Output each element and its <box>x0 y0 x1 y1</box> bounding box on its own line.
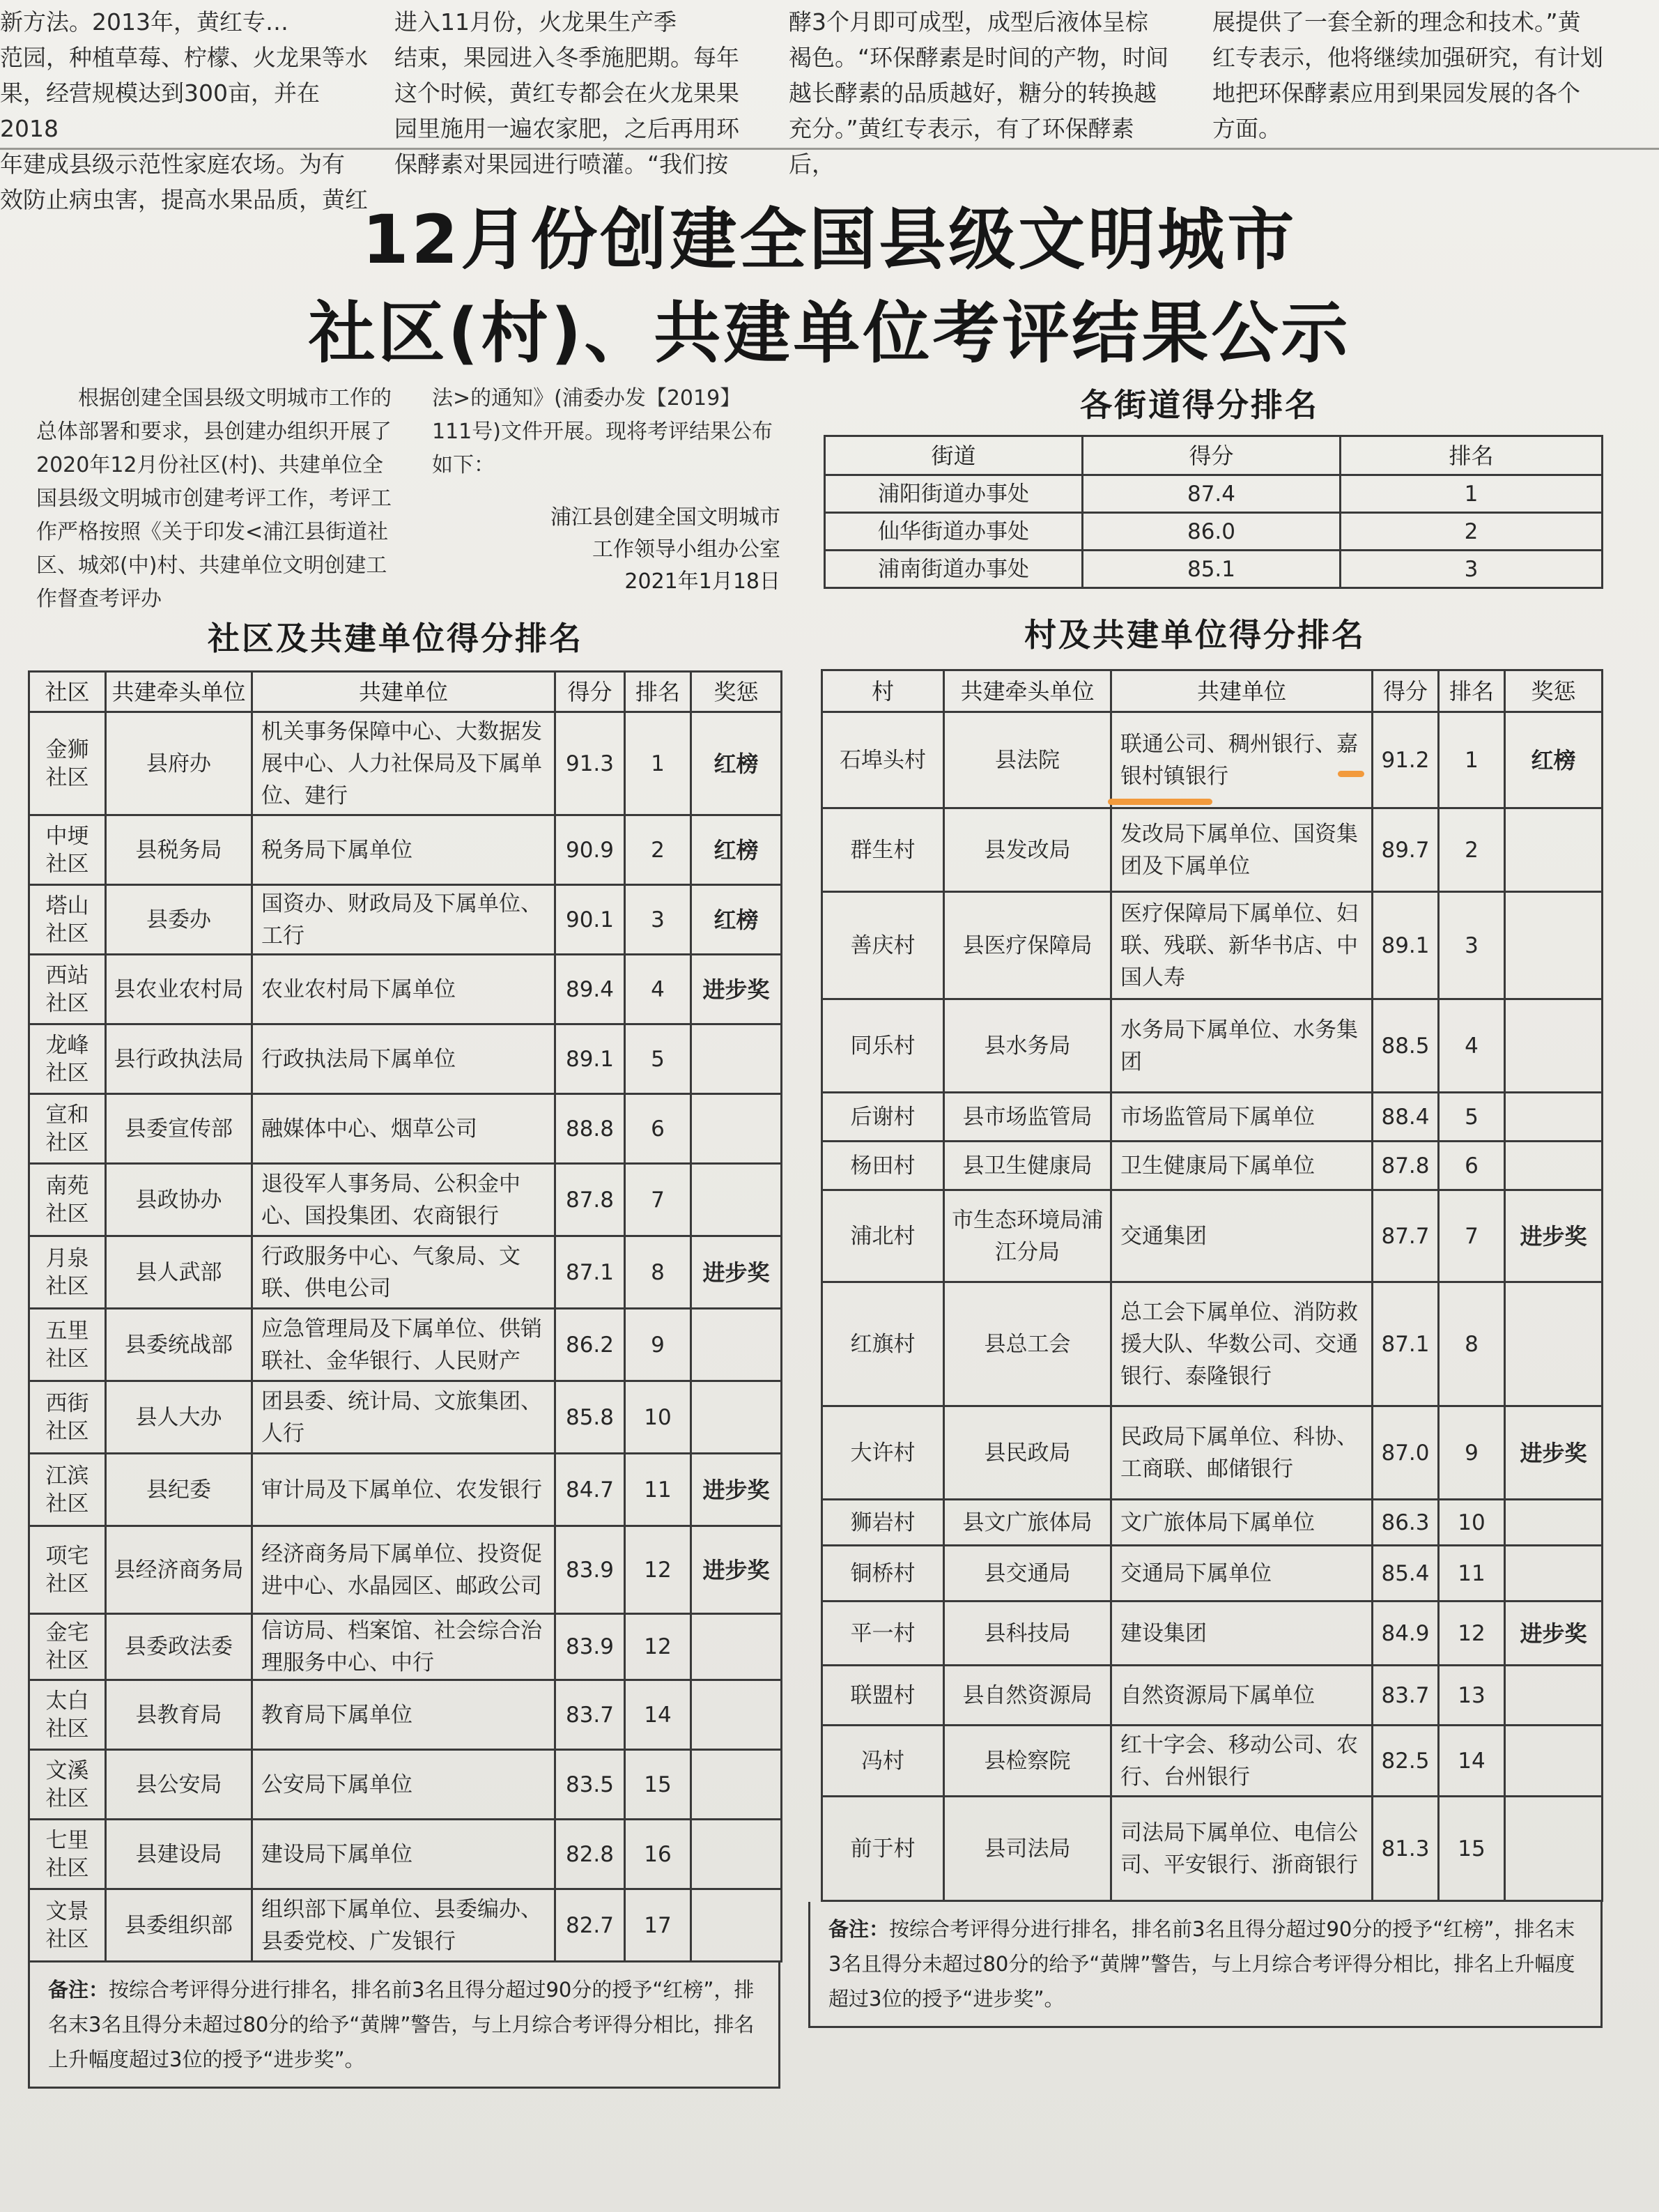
community_table-cell-name: 太白社区 <box>29 1680 106 1750</box>
village_table-cell-unit: 医疗保障局下属单位、妇联、残联、新华书店、中国人寿 <box>1111 892 1373 999</box>
article-col-3: 酵3个月即可成型，成型后液体呈棕 褐色。“环保酵素是时间的产物，时间 越长酵素的品质越好，糖分的转换越 充分。”黄红专表示，有了环保酵素后， <box>789 8 1169 178</box>
village_table-cell-name: 杨田村 <box>822 1142 944 1190</box>
table-row <box>822 1602 1603 1666</box>
village_table-cell-award <box>1505 1726 1603 1797</box>
community_table-cell-unit: 建设局下属单位 <box>252 1820 555 1889</box>
community_table-cell-award: 红榜 <box>691 712 782 815</box>
table-row <box>822 999 1603 1093</box>
community_table-cell-lead: 县委组织部 <box>106 1889 252 1962</box>
community_table-cell-award: 红榜 <box>691 815 782 885</box>
village_table-cell-lead: 县民政局 <box>944 1406 1111 1500</box>
community_table-cell-award <box>691 1680 782 1750</box>
community_table-cell-name: 龙峰社区 <box>29 1024 106 1094</box>
village_table-cell-award: 进步奖 <box>1505 1406 1603 1500</box>
community_table-cell-rank: 8 <box>625 1236 691 1309</box>
village_table-cell-score: 87.1 <box>1373 1282 1439 1406</box>
village_table-cell-award: 进步奖 <box>1505 1190 1603 1282</box>
village-table-note <box>808 1902 1603 2028</box>
village_table-cell-award <box>1505 1142 1603 1190</box>
street_table-cell-rank: 2 <box>1341 513 1603 551</box>
pen-dash-mark <box>1338 771 1364 777</box>
community_table-cell-rank: 10 <box>625 1381 691 1454</box>
village_table-cell-unit: 自然资源局下属单位 <box>1111 1666 1373 1726</box>
community_table-cell-unit: 农业农村局下属单位 <box>252 955 555 1024</box>
community_table-cell-award: 进步奖 <box>691 1526 782 1614</box>
community_table-cell-unit: 审计局及下属单位、农发银行 <box>252 1454 555 1526</box>
village_table-cell-score: 91.2 <box>1373 712 1439 808</box>
table-row <box>29 1024 782 1094</box>
village_table-cell-award <box>1505 1093 1603 1142</box>
community_table-cell-award <box>691 1024 782 1094</box>
article-col-4: 展提供了一套全新的理念和技术。”黄 红专表示，他将继续加强研究，有计划 地把环保酵素应用到果园发展的各个 方面。 <box>1212 8 1603 142</box>
street-ranking-table <box>824 435 1603 589</box>
village_table-cell-unit: 市场监管局下属单位 <box>1111 1093 1373 1142</box>
village_table-cell-score: 87.0 <box>1373 1406 1439 1500</box>
table-row <box>29 955 782 1024</box>
village_table-cell-unit: 建设集团 <box>1111 1602 1373 1666</box>
community_table-cell-lead: 县经济商务局 <box>106 1526 252 1614</box>
intro-paragraph-right: 法>的通知》(浦委办发【2019】111号)文件开展。现将考评结果公布如下： <box>432 386 773 477</box>
community_table-cell-score: 85.8 <box>555 1381 625 1454</box>
community_table-cell-name: 五里社区 <box>29 1309 106 1381</box>
community_table-cell-lead: 县府办 <box>106 712 252 815</box>
village_table-cell-unit: 卫生健康局下属单位 <box>1111 1142 1373 1190</box>
village_table-cell-unit: 民政局下属单位、科协、工商联、邮储银行 <box>1111 1406 1373 1500</box>
community_table-cell-rank: 15 <box>625 1750 691 1820</box>
community_table-cell-rank: 4 <box>625 955 691 1024</box>
village_table-cell-unit: 水务局下属单位、水务集团 <box>1111 999 1373 1093</box>
community_table-header-award: 奖惩 <box>691 672 782 712</box>
article-col-2: 进入11月份，火龙果生产季 结束，果园进入冬季施肥期。每年 这个时候，黄红专都会在火龙果果 园里施用一遍农家肥，之后再用环 保酵素对果园进行喷灌。“我们按 <box>394 8 739 178</box>
community_table-header-unit: 共建单位 <box>252 672 555 712</box>
village_table-cell-lead: 县水务局 <box>944 999 1111 1093</box>
village_table-cell-lead: 县交通局 <box>944 1546 1111 1602</box>
community_table-cell-rank: 7 <box>625 1164 691 1236</box>
community_table-cell-unit: 退役军人事务局、公积金中心、国投集团、农商银行 <box>252 1164 555 1236</box>
community_table-cell-unit: 国资办、财政局及下属单位、工行 <box>252 885 555 955</box>
community_table-cell-score: 89.4 <box>555 955 625 1024</box>
street_table-cell-score: 86.0 <box>1083 513 1341 551</box>
table-row <box>29 1164 782 1236</box>
table-row <box>822 1142 1603 1190</box>
village_table-cell-rank: 6 <box>1439 1142 1505 1190</box>
community_table-cell-unit: 公安局下属单位 <box>252 1750 555 1820</box>
table-row <box>822 1282 1603 1406</box>
community_table-cell-rank: 14 <box>625 1680 691 1750</box>
village_table-cell-award <box>1505 1797 1603 1901</box>
village_table-cell-award: 红榜 <box>1505 712 1603 808</box>
community_table-header-score: 得分 <box>555 672 625 712</box>
village_table-cell-unit: 发改局下属单位、国资集团及下属单位 <box>1111 808 1373 892</box>
community_table-cell-award: 红榜 <box>691 885 782 955</box>
village_table-header-name: 村 <box>822 670 944 712</box>
community_table-cell-rank: 12 <box>625 1614 691 1680</box>
village_table-cell-award <box>1505 1666 1603 1726</box>
street-table-title: 各街道得分排名 <box>1080 386 1319 424</box>
community_table-cell-name: 月泉社区 <box>29 1236 106 1309</box>
village_table-cell-score: 87.7 <box>1373 1190 1439 1282</box>
village_table-cell-score: 81.3 <box>1373 1797 1439 1901</box>
signature-org-2: 工作领导小组办公室 <box>592 537 780 562</box>
table-row <box>29 1236 782 1309</box>
community_table-cell-lead: 县建设局 <box>106 1820 252 1889</box>
table-row <box>822 712 1603 808</box>
village_table-cell-lead: 市生态环境局浦江分局 <box>944 1190 1111 1282</box>
previous-article-strip <box>0 0 1659 213</box>
table-row <box>29 815 782 885</box>
village_table-cell-rank: 11 <box>1439 1546 1505 1602</box>
community_table-cell-lead: 县委宣传部 <box>106 1094 252 1164</box>
village_table-cell-name: 红旗村 <box>822 1282 944 1406</box>
community_table-cell-name: 中埂社区 <box>29 815 106 885</box>
community_table-cell-score: 82.8 <box>555 1820 625 1889</box>
village_table-cell-lead: 县检察院 <box>944 1726 1111 1797</box>
table-row <box>29 1614 782 1680</box>
village_table-cell-score: 89.1 <box>1373 892 1439 999</box>
community_table-cell-score: 91.3 <box>555 712 625 815</box>
community_table-cell-lead: 县公安局 <box>106 1750 252 1820</box>
community_table-cell-score: 83.7 <box>555 1680 625 1750</box>
community_table-cell-lead: 县政协办 <box>106 1164 252 1236</box>
table-row <box>29 1454 782 1526</box>
community_table-cell-unit: 行政服务中心、气象局、文联、供电公司 <box>252 1236 555 1309</box>
table-row <box>29 1094 782 1164</box>
community_table-cell-rank: 5 <box>625 1024 691 1094</box>
community_table-cell-score: 90.9 <box>555 815 625 885</box>
table-row <box>29 712 782 815</box>
village_table-cell-award: 进步奖 <box>1505 1602 1603 1666</box>
table-row <box>822 808 1603 892</box>
street_table-header-street: 街道 <box>825 436 1083 475</box>
community_table-cell-name: 西街社区 <box>29 1381 106 1454</box>
street_table-header-score: 得分 <box>1083 436 1341 475</box>
table-row <box>825 551 1603 588</box>
table-row <box>822 1500 1603 1546</box>
village-table-header <box>822 670 1603 712</box>
community_table-cell-unit: 行政执法局下属单位 <box>252 1024 555 1094</box>
village_table-cell-lead: 县法院 <box>944 712 1111 808</box>
community_table-cell-score: 88.8 <box>555 1094 625 1164</box>
community_table-cell-award <box>691 1750 782 1820</box>
table-row <box>29 1526 782 1614</box>
community_table-cell-unit: 税务局下属单位 <box>252 815 555 885</box>
community-note-label: 备注： <box>48 1978 109 2002</box>
street_table-cell-rank: 3 <box>1341 551 1603 588</box>
community_table-cell-lead: 县教育局 <box>106 1680 252 1750</box>
village_table-cell-score: 86.3 <box>1373 1500 1439 1546</box>
community-table-title: 社区及共建单位得分排名 <box>208 620 583 657</box>
village_table-cell-rank: 15 <box>1439 1797 1505 1901</box>
village_table-cell-name: 善庆村 <box>822 892 944 999</box>
village_table-cell-name: 平一村 <box>822 1602 944 1666</box>
table-row <box>822 1726 1603 1797</box>
village_table-cell-award <box>1505 892 1603 999</box>
community_table-cell-award <box>691 1309 782 1381</box>
village_table-cell-lead: 县医疗保障局 <box>944 892 1111 999</box>
community_table-cell-lead: 县人武部 <box>106 1236 252 1309</box>
table-row <box>822 1546 1603 1602</box>
community_table-cell-award <box>691 1889 782 1962</box>
table-row <box>822 1190 1603 1282</box>
pen-underline-mark <box>1108 799 1212 805</box>
community_table-cell-rank: 6 <box>625 1094 691 1164</box>
table-row <box>29 1820 782 1889</box>
community_table-cell-award <box>691 1164 782 1236</box>
community_table-cell-name: 西站社区 <box>29 955 106 1024</box>
village_table-cell-lead: 县市场监管局 <box>944 1093 1111 1142</box>
community_table-cell-unit: 组织部下属单位、县委编办、县委党校、广发银行 <box>252 1889 555 1962</box>
village_table-cell-lead: 县卫生健康局 <box>944 1142 1111 1190</box>
village_table-cell-rank: 14 <box>1439 1726 1505 1797</box>
community_table-cell-rank: 17 <box>625 1889 691 1962</box>
street_table-cell-score: 85.1 <box>1083 551 1341 588</box>
village_table-cell-rank: 9 <box>1439 1406 1505 1500</box>
community_table-cell-score: 84.7 <box>555 1454 625 1526</box>
village-note-label: 备注： <box>828 1917 890 1941</box>
table-row <box>822 1093 1603 1142</box>
community_table-cell-unit: 教育局下属单位 <box>252 1680 555 1750</box>
community_table-cell-name: 宣和社区 <box>29 1094 106 1164</box>
village_table-cell-lead: 县司法局 <box>944 1797 1111 1901</box>
table-row <box>29 1889 782 1962</box>
village_table-cell-lead: 县自然资源局 <box>944 1666 1111 1726</box>
village_table-cell-unit: 总工会下属单位、消防救援大队、华数公司、交通银行、泰隆银行 <box>1111 1282 1373 1406</box>
community_table-cell-rank: 11 <box>625 1454 691 1526</box>
street_table-cell-street: 仙华街道办事处 <box>825 513 1083 551</box>
village_table-cell-lead: 县文广旅体局 <box>944 1500 1111 1546</box>
village_table-cell-award <box>1505 1546 1603 1602</box>
community_table-cell-rank: 3 <box>625 885 691 955</box>
village_table-header-lead: 共建牵头单位 <box>944 670 1111 712</box>
community_table-cell-score: 89.1 <box>555 1024 625 1094</box>
village-table-title: 村及共建单位得分排名 <box>1024 616 1366 654</box>
community_table-cell-name: 金宅社区 <box>29 1614 106 1680</box>
street-table-header <box>825 436 1603 475</box>
village_table-cell-rank: 1 <box>1439 712 1505 808</box>
village_table-cell-lead: 县科技局 <box>944 1602 1111 1666</box>
village_table-cell-rank: 5 <box>1439 1093 1505 1142</box>
community_table-cell-score: 83.5 <box>555 1750 625 1820</box>
village_table-cell-name: 大许村 <box>822 1406 944 1500</box>
village_table-cell-lead: 县发改局 <box>944 808 1111 892</box>
community_table-cell-lead: 县委统战部 <box>106 1309 252 1381</box>
community_table-cell-unit: 信访局、档案馆、社会综合治理服务中心、中行 <box>252 1614 555 1680</box>
community_table-cell-name: 七里社区 <box>29 1820 106 1889</box>
community_table-cell-lead: 县税务局 <box>106 815 252 885</box>
community_table-cell-lead: 县农业农村局 <box>106 955 252 1024</box>
village_table-cell-name: 狮岩村 <box>822 1500 944 1546</box>
village_table-cell-score: 88.4 <box>1373 1093 1439 1142</box>
community-ranking-table <box>28 670 782 1963</box>
community_table-cell-lead: 县纪委 <box>106 1454 252 1526</box>
village_table-cell-rank: 2 <box>1439 808 1505 892</box>
community_table-cell-unit: 团县委、统计局、文旅集团、人行 <box>252 1381 555 1454</box>
village_table-cell-rank: 8 <box>1439 1282 1505 1406</box>
village_table-cell-score: 84.9 <box>1373 1602 1439 1666</box>
village_table-cell-unit: 司法局下属单位、电信公司、平安银行、浙商银行 <box>1111 1797 1373 1901</box>
street_table-cell-rank: 1 <box>1341 475 1603 513</box>
village_table-cell-name: 浦北村 <box>822 1190 944 1282</box>
community_table-header-name: 社区 <box>29 672 106 712</box>
community_table-cell-unit: 机关事务保障中心、大数据发展中心、人力社保局及下属单位、建行 <box>252 712 555 815</box>
village_table-cell-unit: 红十字会、移动公司、农行、台州银行 <box>1111 1726 1373 1797</box>
village_table-header-rank: 排名 <box>1439 670 1505 712</box>
village_table-cell-name: 冯村 <box>822 1726 944 1797</box>
community_table-cell-name: 金狮社区 <box>29 712 106 815</box>
community_table-cell-name: 南苑社区 <box>29 1164 106 1236</box>
table-row <box>29 1680 782 1750</box>
community_table-cell-score: 87.8 <box>555 1164 625 1236</box>
community_table-cell-rank: 16 <box>625 1820 691 1889</box>
village_table-header-score: 得分 <box>1373 670 1439 712</box>
village_table-cell-name: 铜桥村 <box>822 1546 944 1602</box>
community_table-cell-unit: 融媒体中心、烟草公司 <box>252 1094 555 1164</box>
village_table-cell-name: 群生村 <box>822 808 944 892</box>
table-row <box>825 475 1603 513</box>
village_table-cell-name: 后谢村 <box>822 1093 944 1142</box>
village_table-cell-score: 85.4 <box>1373 1546 1439 1602</box>
headline-line-2: 社区(村)、共建单位考评结果公示 <box>308 294 1351 372</box>
village-ranking-table <box>821 669 1603 1902</box>
village_table-cell-score: 83.7 <box>1373 1666 1439 1726</box>
table-row <box>822 892 1603 999</box>
community_table-cell-lead: 县行政执法局 <box>106 1024 252 1094</box>
community_table-cell-lead: 县委政法委 <box>106 1614 252 1680</box>
community_table-cell-score: 83.9 <box>555 1526 625 1614</box>
table-row <box>29 1309 782 1381</box>
intro-paragraph-left: 根据创建全国县级文明城市工作的总体部署和要求，县创建办组织开展了2020年12月份社区(村)、共建单位全国县级文明城市创建考评工作，考评工作严格按照《关于印发<浦江县街道社区、城郊(中)村、共建单位文明创建工作督查考评办 <box>36 386 392 611</box>
village_table-cell-score: 82.5 <box>1373 1726 1439 1797</box>
community_table-cell-score: 90.1 <box>555 885 625 955</box>
street_table-cell-street: 浦阳街道办事处 <box>825 475 1083 513</box>
village_table-cell-award <box>1505 808 1603 892</box>
village_table-cell-unit: 交通集团 <box>1111 1190 1373 1282</box>
village_table-cell-name: 石埠头村 <box>822 712 944 808</box>
community_table-cell-name: 文溪社区 <box>29 1750 106 1820</box>
signature-date: 2021年1月18日 <box>624 569 780 594</box>
table-row <box>822 1666 1603 1726</box>
community_table-cell-award: 进步奖 <box>691 1236 782 1309</box>
street_table-cell-street: 浦南街道办事处 <box>825 551 1083 588</box>
community_table-cell-rank: 2 <box>625 815 691 885</box>
community-note-text: 按综合考评得分进行排名，排名前3名且得分超过90分的授予“红榜”，排名末3名且得分未超过80分的给予“黄牌”警告，与上月综合考评得分相比，排名上升幅度超过3位的授予“进步奖”。 <box>48 1978 755 2071</box>
community_table-cell-name: 项宅社区 <box>29 1526 106 1614</box>
community_table-cell-award <box>691 1381 782 1454</box>
community_table-cell-rank: 1 <box>625 712 691 815</box>
village_table-header-award: 奖惩 <box>1505 670 1603 712</box>
street_table-cell-score: 87.4 <box>1083 475 1341 513</box>
village_table-cell-rank: 13 <box>1439 1666 1505 1726</box>
community_table-cell-name: 文景社区 <box>29 1889 106 1962</box>
article-col-1: 新方法。2013年，黄红专… 范园，种植草莓、柠檬、火龙果等水 果，经营规模达到300亩，并在2018 年建成县级示范性家庭农场。为有 效防止病虫害，提高水果品质，黄红 <box>0 8 368 213</box>
village_table-cell-rank: 7 <box>1439 1190 1505 1282</box>
table-row <box>822 1406 1603 1500</box>
community_table-cell-award <box>691 1820 782 1889</box>
village_table-cell-name: 前于村 <box>822 1797 944 1901</box>
community-table-note <box>28 1963 780 2089</box>
community_table-cell-name: 塔山社区 <box>29 885 106 955</box>
community_table-cell-award <box>691 1094 782 1164</box>
community_table-cell-rank: 9 <box>625 1309 691 1381</box>
village_table-cell-award <box>1505 1500 1603 1546</box>
village_table-cell-rank: 4 <box>1439 999 1505 1093</box>
table-row <box>825 513 1603 551</box>
community_table-cell-award: 进步奖 <box>691 1454 782 1526</box>
village_table-cell-unit: 文广旅体局下属单位 <box>1111 1500 1373 1546</box>
table-row <box>29 1381 782 1454</box>
village_table-cell-unit: 联通公司、稠州银行、嘉银村镇银行 <box>1111 712 1373 808</box>
community_table-cell-score: 83.9 <box>555 1614 625 1680</box>
village_table-cell-award <box>1505 999 1603 1093</box>
community-table-header <box>29 672 782 712</box>
village_table-cell-lead: 县总工会 <box>944 1282 1111 1406</box>
community_table-cell-unit: 经济商务局下属单位、投资促进中心、水晶园区、邮政公司 <box>252 1526 555 1614</box>
community_table-header-rank: 排名 <box>625 672 691 712</box>
signature-org-1: 浦江县创建全国文明城市 <box>550 505 780 530</box>
headline-line-1: 12月份创建全国县级文明城市 <box>362 201 1297 279</box>
village_table-cell-score: 87.8 <box>1373 1142 1439 1190</box>
village_table-cell-rank: 3 <box>1439 892 1505 999</box>
street_table-header-rank: 排名 <box>1341 436 1603 475</box>
village_table-cell-name: 联盟村 <box>822 1666 944 1726</box>
village_table-cell-score: 89.7 <box>1373 808 1439 892</box>
community_table-cell-unit: 应急管理局及下属单位、供销联社、金华银行、人民财产 <box>252 1309 555 1381</box>
village_table-header-unit: 共建单位 <box>1111 670 1373 712</box>
community_table-cell-award: 进步奖 <box>691 955 782 1024</box>
village_table-cell-rank: 10 <box>1439 1500 1505 1546</box>
village_table-cell-unit: 交通局下属单位 <box>1111 1546 1373 1602</box>
community_table-cell-lead: 县委办 <box>106 885 252 955</box>
table-row <box>822 1797 1603 1901</box>
village-note-text: 按综合考评得分进行排名，排名前3名且得分超过90分的授予“红榜”，排名末3名且得分未超过80分的给予“黄牌”警告，与上月综合考评得分相比，排名上升幅度超过3位的授予“进步奖”。 <box>828 1917 1575 2011</box>
community_table-cell-score: 87.1 <box>555 1236 625 1309</box>
community_table-cell-rank: 12 <box>625 1526 691 1614</box>
village_table-cell-name: 同乐村 <box>822 999 944 1093</box>
community_table-cell-award <box>691 1614 782 1680</box>
village_table-cell-award <box>1505 1282 1603 1406</box>
table-row <box>29 1750 782 1820</box>
community_table-cell-name: 江滨社区 <box>29 1454 106 1526</box>
section-divider <box>0 148 1659 150</box>
community_table-header-lead: 共建牵头单位 <box>106 672 252 712</box>
table-row <box>29 885 782 955</box>
village_table-cell-rank: 12 <box>1439 1602 1505 1666</box>
village_table-cell-score: 88.5 <box>1373 999 1439 1093</box>
community_table-cell-score: 86.2 <box>555 1309 625 1381</box>
community_table-cell-lead: 县人大办 <box>106 1381 252 1454</box>
community_table-cell-score: 82.7 <box>555 1889 625 1962</box>
